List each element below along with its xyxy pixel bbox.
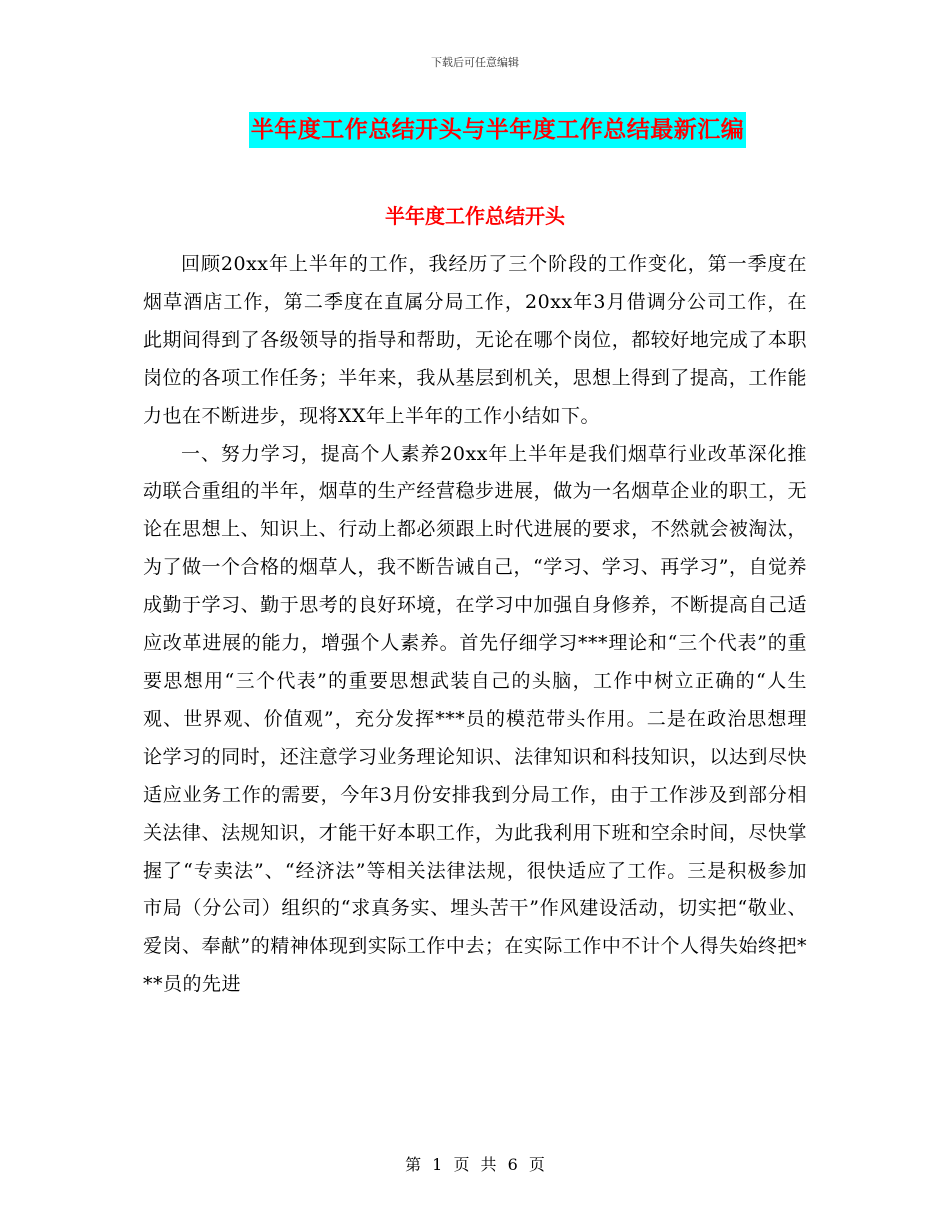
section-title: 半年度工作总结开头 xyxy=(385,204,565,228)
document-body xyxy=(143,246,807,1004)
header-note: 下载后可任意编辑 xyxy=(431,56,519,69)
document-title-wrap xyxy=(0,112,950,148)
page-footer: 第 1 页 共 6 页 xyxy=(405,1155,545,1174)
paragraph-1: 回顾20xx年上半年的工作，我经历了三个阶段的工作变化，第一季度在烟草酒店工作，第二季度在直属分局工作，20xx年3月借调分公司工作，在此期间得到了各级领导的指导和帮助，无论在哪个岗位，都较好地完成了本职岗位的各项工作任务；半年来，我从基层到机关，思想上得到了提高，工作能力也在不断进步，现将XX年上半年的工作小结如下。 xyxy=(143,253,807,427)
paragraph-2: 一、努力学习，提高个人素养20xx年上半年是我们烟草行业改革深化推动联合重组的半年，烟草的生产经营稳步进展，做为一名烟草企业的职工，无论在思想上、知识上、行动上都必须跟上时代进展的要求，不然就会被淘汰，为了做一个合格的烟草人，我不断告诫自己，“学习、学习、再学习”，自觉养成勤于学习、勤于思考的良好环境，在学习中加强自身修养，不断提高自己适应改革进展的能力，增强个人素养。首先仔细学习***理论和“三个代表”的重要思想用“三个代表”的重要思想武装自己的头脑，工作中树立正确的“人生观、世界观、价值观”，充分发挥***员的模范带头作用。二是在政治思想理论学习的同时，还注意学习业务理论知识、法律知识和科技知识，以达到尽快适应业务工作的需要，今年3月份安排我到分局工作，由于工作涉及到部分相关法律、法规知识，才能干好本职工作，为此我利用下班和空余时间，尽快掌握了“专卖法”、“经济法”等相关法律法规，很快适应了工作。三是积极参加市局（分公司）组织的“求真务实、埋头苦干”作风建设活动，切实把“敬业、爱岗、奉献”的精神体现到实际工作中去；在实际工作中不计个人得失始终把***员的先进 xyxy=(143,442,807,996)
document-title: 半年度工作总结开头与半年度工作总结最新汇编 xyxy=(249,112,747,148)
